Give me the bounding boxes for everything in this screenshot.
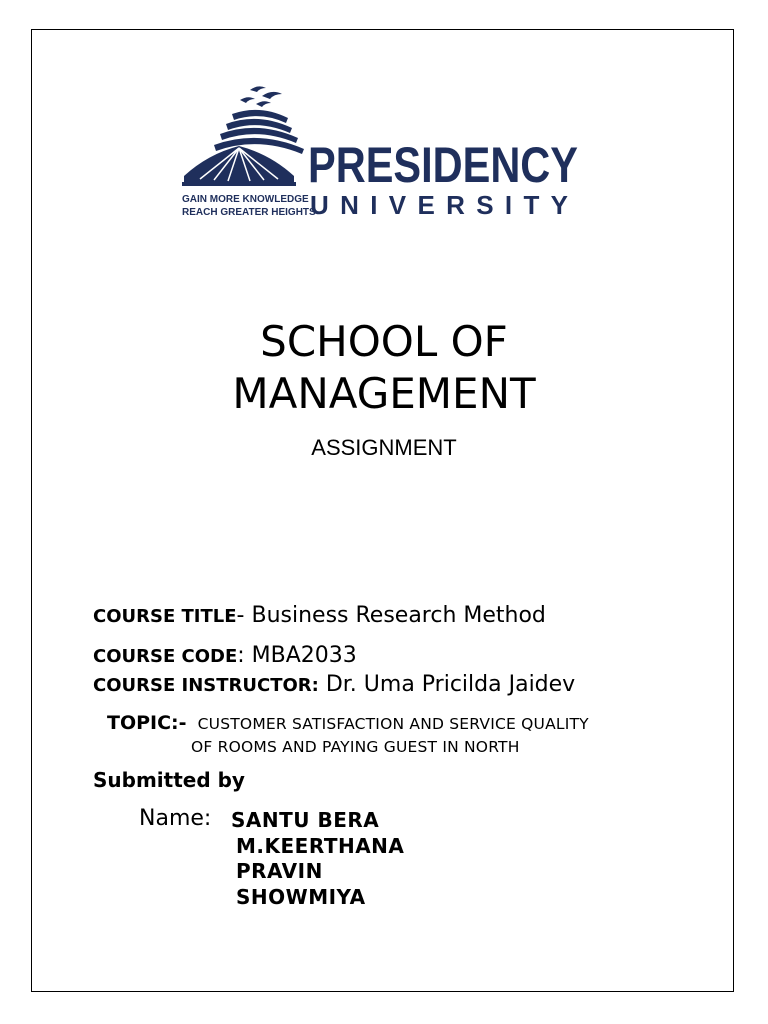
university-logo	[180, 84, 580, 218]
logo-tagline-1: GAIN MORE KNOWLEDGE	[182, 194, 309, 205]
course-instructor-label: COURSE INSTRUCTOR:	[93, 675, 319, 696]
member-name: M.KEERTHANA	[236, 834, 405, 858]
course-title-label: COURSE TITLE	[93, 606, 237, 627]
member-name: SANTU BERA	[231, 808, 380, 832]
course-instructor-row	[93, 672, 575, 697]
submitted-by-heading: Submitted by	[93, 768, 245, 792]
document-type: ASSIGNMENT	[311, 435, 457, 460]
topic-line-2: OF ROOMS AND PAYING GUEST IN NORTH	[191, 738, 520, 756]
logo-subname: UNIVERSITY	[310, 190, 568, 220]
topic-line-1: CUSTOMER SATISFACTION AND SERVICE QUALITY	[197, 715, 589, 733]
course-code-label: COURSE CODE	[93, 646, 238, 667]
topic-row	[107, 712, 589, 734]
topic-label: TOPIC:-	[107, 712, 187, 734]
logo-name: PRESIDENCY	[308, 137, 578, 193]
logo-emblem-icon	[182, 86, 304, 186]
course-code-value: : MBA2033	[237, 643, 357, 668]
page-title-line-1: SCHOOL OF	[260, 317, 508, 366]
course-title-row	[93, 603, 546, 628]
name-label: Name:	[139, 806, 212, 831]
member-name: PRAVIN	[236, 859, 323, 883]
course-title-value: - Business Research Method	[236, 603, 546, 628]
member-name: SHOWMIYA	[236, 885, 366, 909]
page-title-line-2: MANAGEMENT	[232, 369, 536, 418]
course-instructor-value: Dr. Uma Pricilda Jaidev	[318, 672, 576, 697]
logo-tagline-2: REACH GREATER HEIGHTS	[182, 207, 316, 218]
course-code-row	[93, 643, 357, 668]
